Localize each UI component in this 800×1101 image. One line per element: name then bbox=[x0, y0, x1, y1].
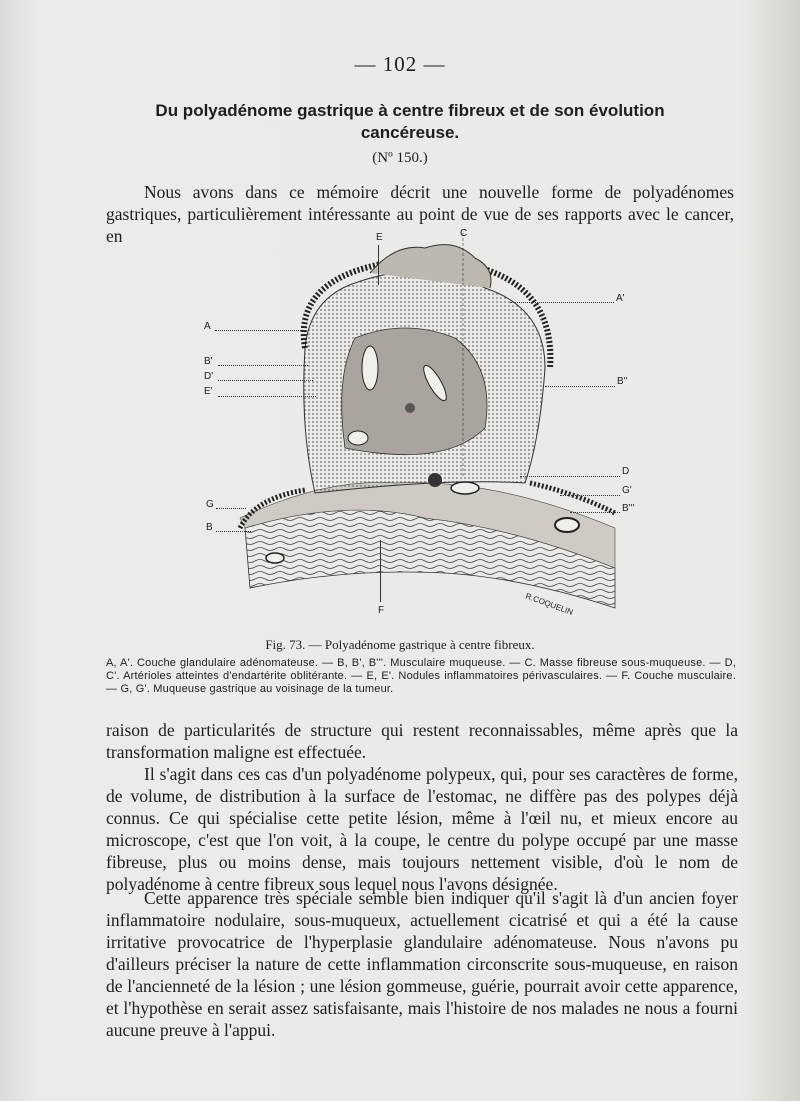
paragraph-3: Cette apparence très spéciale semble bien indiquer qu'il s'agit là d'un ancien foyer inflammatoire nodulaire, sous-muqueux, actuellement cicatrisé et qui a été la cause irritative provocatrice de l'hyperplasie glandulaire adénomateuse. Nous n'avons pu d'ailleurs préciser la nature de cette inflammation circonscrite sous-muqueuse, en raison de l'ancienneté de la lésion ; une lésion gommeuse, guérie, pourrait avoir cette apparence, et l'hypothèse en serait assez satisfaisante, mais l'histoire de nos malades ne nous a fourni aucune preuve à l'appui. bbox=[106, 888, 738, 1040]
leader-E bbox=[378, 245, 379, 285]
intro-paragraph: Nous avons dans ce mémoire décrit une nouvelle forme de polyadénomes gastriques, particulièrement intéressante au point de vue de ses rapports avec le cancer, en bbox=[106, 182, 734, 246]
leader-D bbox=[520, 476, 620, 477]
article-note-number: (Nº 150.) bbox=[372, 150, 428, 166]
vessel-5 bbox=[555, 518, 579, 532]
label-A: A bbox=[204, 321, 211, 332]
artist-signature: R.COQUELIN bbox=[524, 591, 575, 617]
label-B-prime: B' bbox=[204, 356, 213, 367]
article-title: Du polyadénome gastrique à centre fibreux et de son évolution cancéreuse. bbox=[155, 101, 665, 142]
leader-F bbox=[380, 540, 381, 602]
label-B-double: B'' bbox=[617, 376, 628, 387]
leader-D-prime bbox=[218, 380, 313, 381]
vessel-6 bbox=[266, 553, 284, 563]
label-E-prime: E' bbox=[204, 386, 213, 397]
page-number: — 102 — bbox=[354, 52, 446, 76]
label-G: G bbox=[206, 499, 214, 510]
leader-B-triple bbox=[570, 512, 620, 513]
leader-B-prime bbox=[218, 365, 308, 366]
label-B: B bbox=[206, 522, 213, 533]
leader-B-double bbox=[545, 386, 615, 387]
histology-figure bbox=[195, 228, 645, 628]
leader-G-prime bbox=[560, 495, 620, 496]
leader-A bbox=[215, 330, 305, 331]
label-G-prime: G' bbox=[622, 485, 632, 496]
figure-legend: A, A'. Couche glandulaire adénomateuse. — B, B', B'''. Musculaire muqueuse. — C. Masse fibreuse sous-muqueuse. — D, C'. Artérioles atteintes d'endartérite oblitérante. — E, E'. Nodules inflammatoires périvasculaires. — F. Couche musculaire. — G, G'. Muqueuse gastrique au voisinage de la tumeur. bbox=[106, 657, 736, 695]
paragraph-2: Il s'agit dans ces cas d'un polyadénome polypeux, qui, pour ses caractères de forme, de volume, de distribution à la surface de l'estomac, ne diffère pas des polypes déjà connus. Ce qui spécialise cette petite lésion, même à l'œil nu, et mieux encore au microscope, c'est que l'on voit, à la coupe, le centre du polype occupé par une masse fibreuse, plus ou moins dense, mais toujours nettement visible, d'où le nom de polyadénome à centre fibreux sous lequel nous l'avons désignée. bbox=[106, 764, 738, 894]
label-D: D bbox=[622, 466, 630, 477]
vessel-1 bbox=[362, 346, 378, 390]
nodule-2 bbox=[405, 403, 415, 413]
leader-A-prime bbox=[510, 302, 614, 303]
nodule-1 bbox=[428, 473, 442, 487]
leader-G bbox=[216, 508, 246, 509]
figure-caption: Fig. 73. — Polyadénome gastrique à centre fibreux. bbox=[265, 637, 535, 652]
paragraph-1: raison de particularités de structure qui restent reconnaissables, même après que la transformation maligne est effectuée. bbox=[106, 720, 738, 762]
leader-B bbox=[216, 531, 251, 532]
vessel-3 bbox=[451, 482, 479, 494]
polyp-section-illustration bbox=[195, 228, 645, 628]
label-B-triple: B''' bbox=[622, 503, 635, 514]
vessel-4 bbox=[348, 431, 368, 445]
label-E: E bbox=[376, 232, 383, 243]
label-A-prime: A' bbox=[616, 293, 625, 304]
leader-E-prime bbox=[218, 396, 316, 397]
label-C: C bbox=[460, 228, 468, 239]
label-D-prime: D' bbox=[204, 371, 214, 382]
label-F: F bbox=[378, 605, 385, 616]
